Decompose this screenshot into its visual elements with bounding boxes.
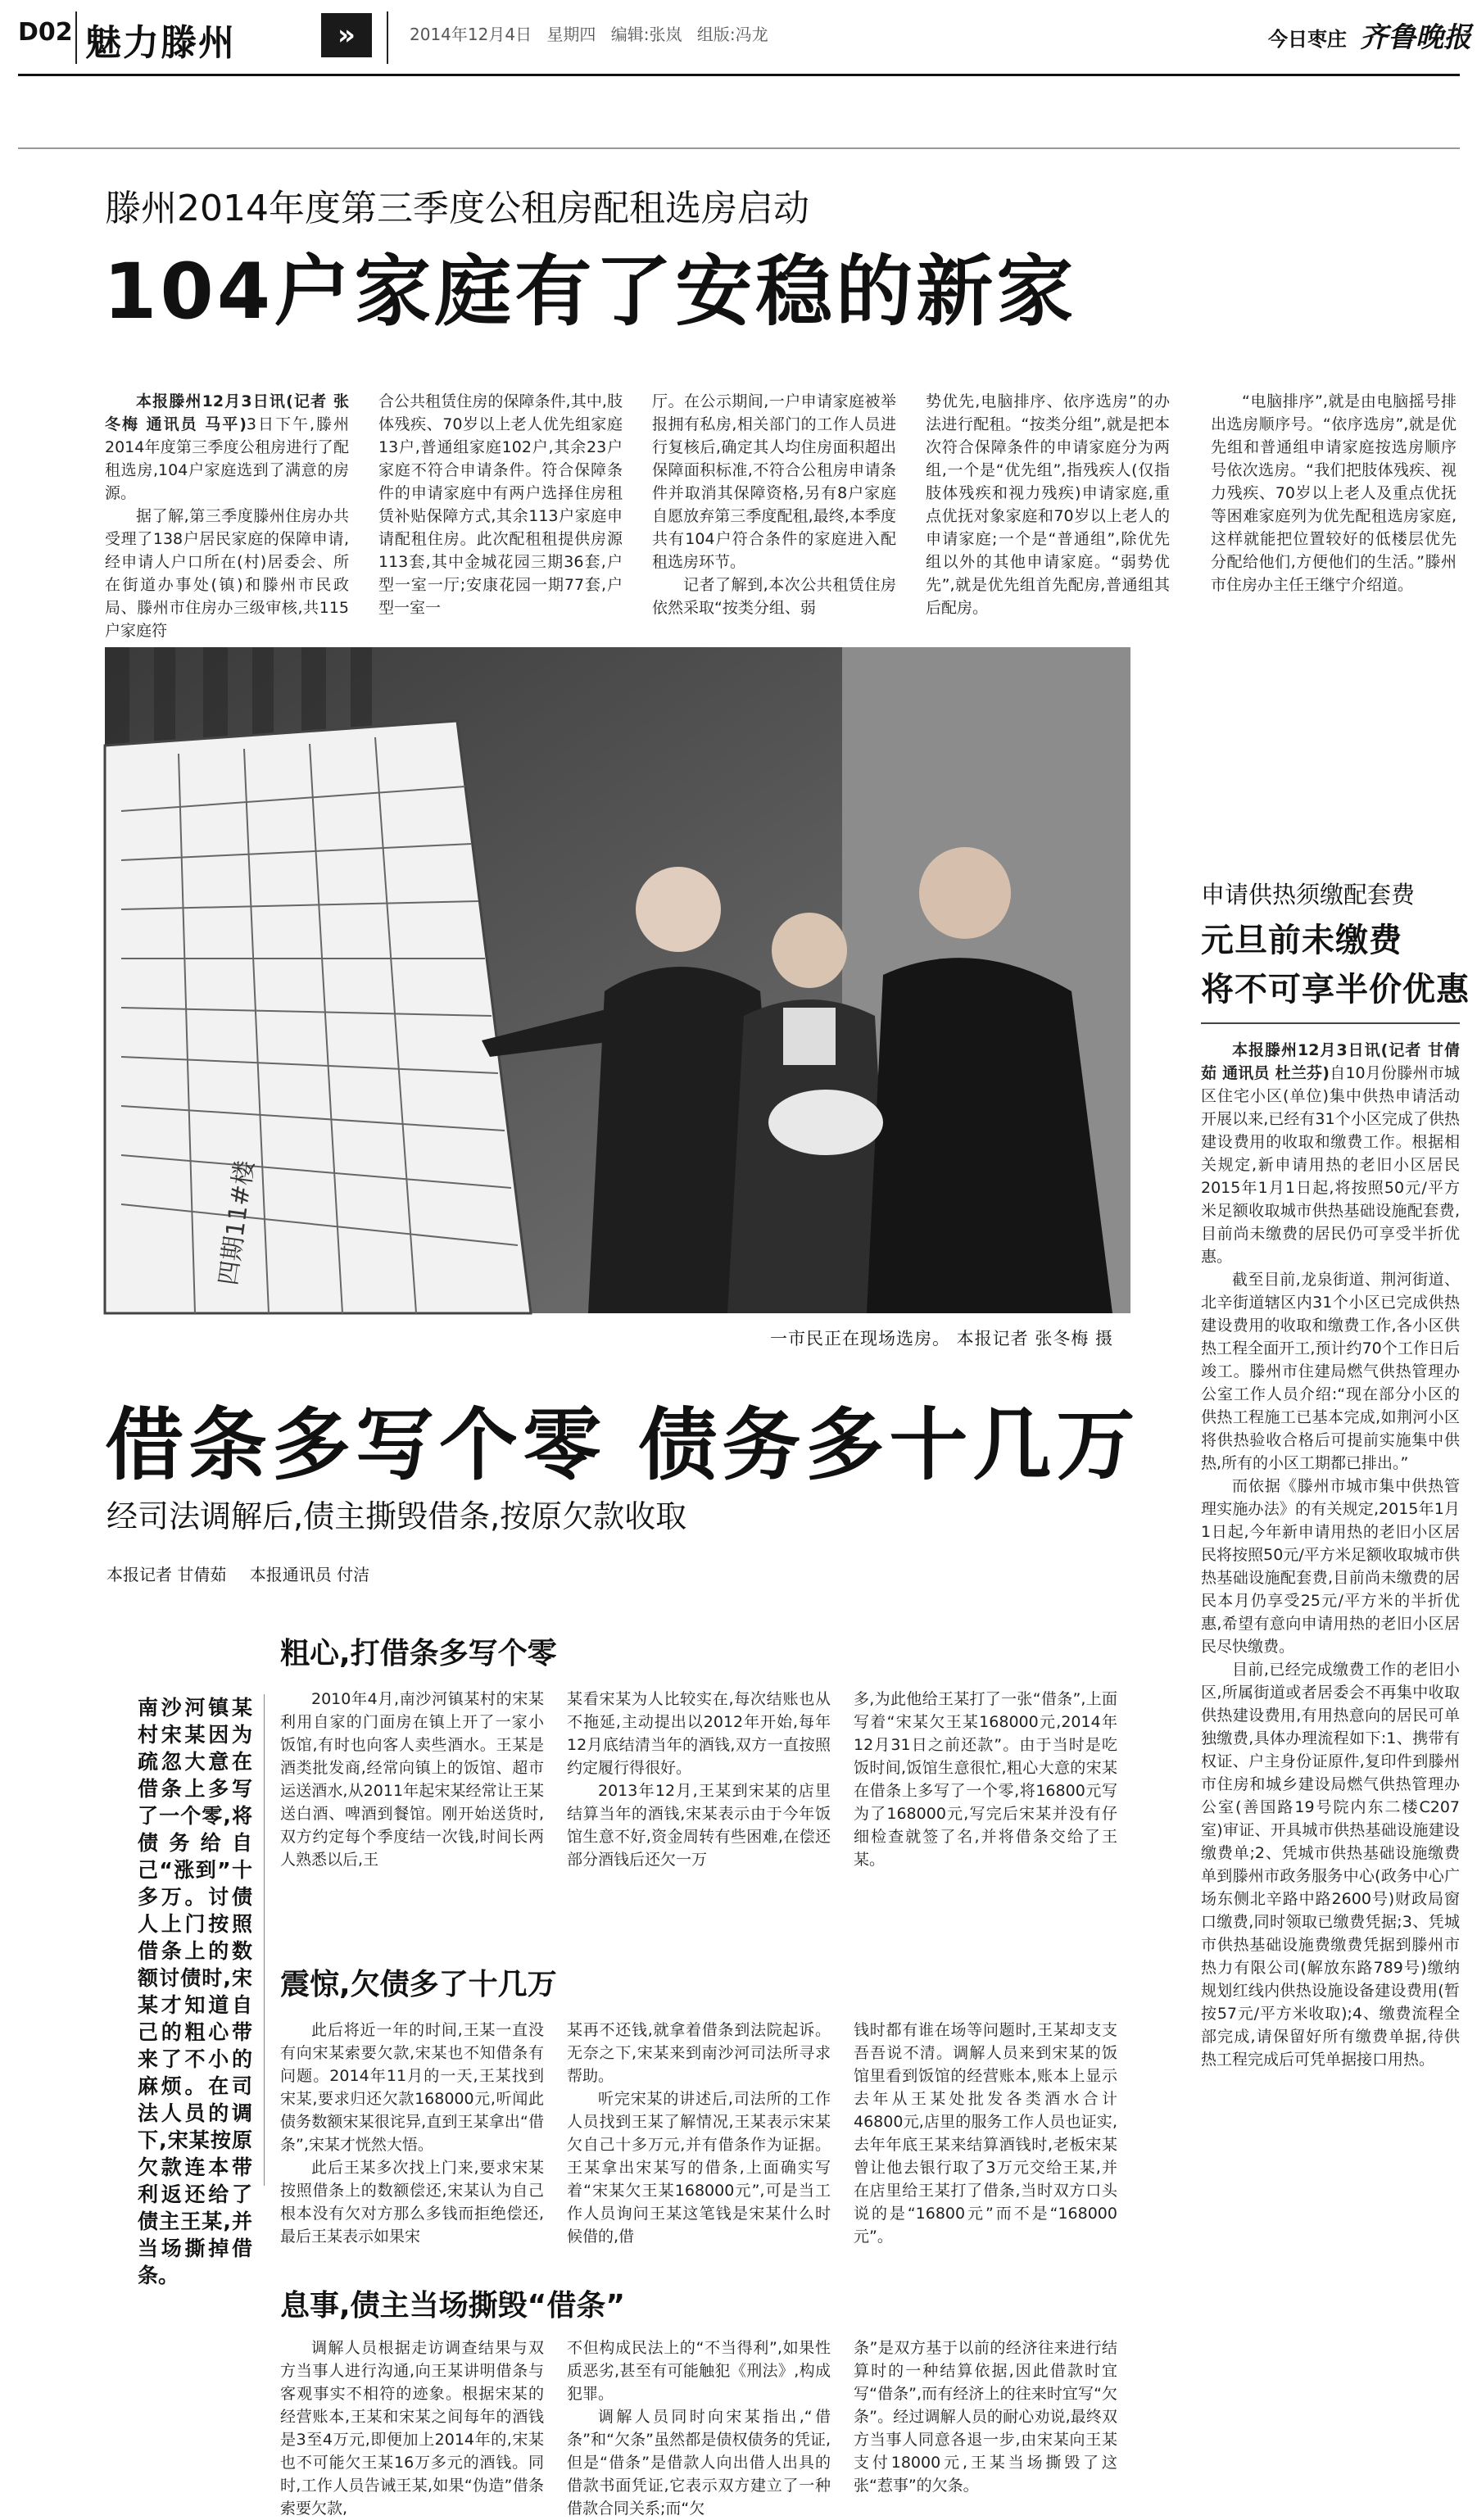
story2-s1-column-2 [567,1688,831,1940]
section-arrow-icon: » [321,13,372,57]
masthead-divider [75,11,77,64]
story2-s3c2b: 调解人员同时向宋某指出,“借条”和“欠条”虽然都是债权债务的凭证,但是“借条”是借款人向出借人出具的借款书面凭证,它表示双方建立了一种借款合同关系;而“欠 [567,2408,831,2518]
story2-s3c3: 条”是双方基于以前的经济往来进行结算时的一种结算依据,因此借款时宜写“借条”,而有经济上的往来时宜写“欠条”。经过调解人员的耐心劝说,最终双方当事人同意各退一步,由宋某向王某支付18000元,王某当场撕毁了这张“惹事”的欠条。 [854,2339,1117,2495]
brand-supplement: 今日枣庄 [1268,28,1347,51]
page-number: D02 [18,18,73,47]
sidebar-p1: 自10月份滕州市城区住宅小区(单位)集中供热申请活动开展以来,已经有31个小区完成了供热建设费用的收取和缴费工作。根据相关规定,新申请用热的老旧小区居民2015年1月1日起,将按照50元/平方米足额收取城市供热基础设施配套费,目前尚未缴费的居民仍可享受半折优惠。 [1201,1064,1460,1266]
issue-date: 2014年12月4日 [410,25,532,44]
story2-s2-column-2 [567,2019,831,2264]
story1-column-1 [105,390,349,640]
masthead-rule [18,74,1460,76]
story2-s2c3: 钱时都有谁在场等问题时,王某却支支吾吾说不清。调解人员来到宋某的饭馆里看到饭馆的经营账本,账本上显示去年从王某处批发各类酒水合计46800元,店里的服务工作人员也证实,去年年底王某来结算酒钱时,老板宋某曾让他去银行取了3万元交给王某,并在店里给王某打了借条,当时双方口头说的是“16800元”而不是“168000元”。 [854,2021,1117,2246]
story2-deck: 经司法调解后,债主撕毁借条,按原欠款收取 [106,1498,687,1534]
photo-caption: 一市民正在现场选房。 本报记者 张冬梅 摄 [770,1329,1114,1348]
sidebar-headline-1: 元旦前未缴费 [1201,922,1402,959]
story2-s1-column-1 [280,1688,544,1940]
story1-col1-p2: 据了解,第三季度滕州住房办共受理了138户居民家庭的保障申请,经申请人户口所在(村)居委会、所在街道办事处(镇)和滕州市民政局、滕州市住房办三级审核,共115户家庭符 [105,507,349,640]
sidebar-dateline: 本报滕州12月3日讯(记者 甘倩茹 通讯员 杜兰芬) [1201,1041,1460,1082]
story2-s3c1: 调解人员根据走访调查结果与双方当事人进行沟通,向王某讲明借条与客观事实不相符的迹象。根据宋某的经营账本,王某和宋某之间每年的酒钱是3至4万元,即便加上2014年的,宋某也不可能欠王某16万多元的酒钱。同时,工作人员告诫王某,如果“伪造”借条索要欠款, [280,2339,544,2518]
story2-s1-column-3 [854,1688,1117,1940]
story2-s1c2b: 2013年12月,王某到宋某的店里结算当年的酒钱,宋某表示由于今年饭馆生意不好,资金周转有些困难,在偿还部分酒钱后还欠一万 [567,1782,831,1869]
story1-col5-text: “电脑排序”,就是由电脑摇号排出选房顺序号。“依序选房”,就是优先组和普通组申请家庭按选房顺序号依次选房。“我们把肢体残疾、视力残疾、70岁以上老人及重点优抚等困难家庭列为优先配租选房家庭,这样就能把位置较好的低楼层优先分配给他们,方便他们的生活。”滕州市住房办主任王继宁介绍道。 [1211,392,1457,594]
story2-byline-reporter: 本报记者 甘倩茹 [106,1565,227,1584]
story1-col3-p2: 记者了解到,本次公共租赁住房依然采取“按类分组、弱 [652,576,896,617]
page-masthead [0,0,1477,78]
story2-s2c2: 某再不还钱,就拿着借条到法院起诉。无奈之下,宋某来到南沙河司法所寻求帮助。 [567,2021,831,2085]
story2-lead: 南沙河镇某村宋某因为疏忽大意在借条上多写了一个零,将债务给自己“涨到”十多万。讨债人上门按照借条上的数额讨债时,宋某才知道自己的粗心带来了不小的麻烦。在司法人员的调下,宋某按原欠款连本带利返还给了债主王某,并当场撕掉借条。 [138,1696,252,2287]
story1-column-3 [652,390,896,636]
story1-kicker: 滕州2014年度第三季度公租房配租选房启动 [105,188,809,229]
story-top-rule [18,147,1460,149]
story1-photo [105,647,1130,1313]
story2-subhead-3: 息事,债主当场撕毁“借条” [280,2289,625,2323]
story2-headline: 借条多写个零 债务多十几万 [105,1399,1140,1491]
sidebar-p3: 而依据《滕州市城市集中供热管理实施办法》的有关规定,2015年1月1日起,今年新申请用热的老旧小区居民将按照50元/平方米足额收取城市供热基础设施配套费,目前尚未缴费的居民本月仍享受25元/平方米的半折优惠,希望有意向申请用热的老旧小区居民尽快缴费。 [1201,1477,1460,1656]
lead-divider [264,1694,265,2186]
sidebar-rule [1201,1022,1460,1024]
story1-column-4 [926,390,1170,636]
board-label: 四期11#楼 [214,1158,261,1288]
issue-info [410,21,778,45]
story1-col2-text: 合公共租赁住房的保障条件,其中,肢体残疾、70岁以上老人优先组家庭13户,普通组家庭102户,其余23户家庭不符合申请条件。符合保障条件的申请家庭中有两户选择住房租赁补贴保障方式,其余113户家庭申请配租住房。此次配租租提供房源113套,其中金城花园三期36套,户型一室一厅;安康花园一期77套,户型一室一 [378,392,623,617]
story2-byline [106,1561,387,1585]
issue-weekday: 星期四 [546,25,596,44]
issue-editor: 编辑:张岚 [610,25,682,44]
story2-s2-column-1 [280,2019,544,2264]
brand-logo: 齐鲁晚报 [1360,21,1471,54]
story1-headline: 104户家庭有了安稳的新家 [103,247,1077,337]
story1-column-5 [1211,390,1457,636]
story2-s2c2b: 听完宋某的讲述后,司法所的工作人员找到王某了解情况,王某表示宋某欠自己十多万元,并有借条作为证据。王某拿出宋某写的借条,上面确实写着“宋某欠王某168000元”,可是当工作人员询问王某这笔钱是宋某什么时候借的,借 [567,2090,831,2246]
story1-col1-p1: 3日下午,滕州2014年度第三季度公租房进行了配租选房,104户家庭选到了满意的房源。 [105,415,349,502]
story1-dateline: 本报滕州12月3日讯(记者 张冬梅 通讯员 马平) [105,392,349,433]
story2-byline-correspondent: 本报通讯员 付洁 [249,1565,370,1584]
story1-col4-text: 势优先,电脑排序、依序选房”的办法进行配租。“按类分组”,就是把本次符合保障条件的申请家庭分为两组,一个是“优先组”,指残疾人(仅指肢体残疾和视力残疾)申请家庭,重点优抚对象家庭和70岁以上老人的申请家庭;一个是“普通组”,除优先组以外的其他申请家庭。“弱势优先”,就是优先组首先配房,普通组其后配房。 [926,392,1170,617]
story2-s2c1: 此后将近一年的时间,王某一直没有向宋某索要欠款,宋某也不知借条有问题。2014年11月的一天,王某找到宋某,要求归还欠款168000元,听闻此债务数额宋某很诧异,直到王某拿出“借条”,宋某才恍然大悟。 [280,2021,544,2154]
story1-col3-p1: 厅。在公示期间,一户申请家庭被举报拥有私房,相关部门的工作人员进行复核后,确定其人均住房面积超出保障面积标准,不符合公租房申请条件并取消其保障资格,另有8户家庭自愿放弃第三季度配租,最终,本季度共有104户符合条件的家庭进入配租选房环节。 [652,392,896,571]
sidebar-p4: 目前,已经完成缴费工作的老旧小区,所属街道或者居委会不再集中收取供热建设费用,有用热意向的居民可单独缴费,具体办理流程如下:1、携带有权证、户主身份证原件,复印件到滕州市住房和城乡建设局燃气供热管理办公室(善国路19号院内东二楼C207室)审证、开具城市供热基础设施建设缴费单;2、凭城市供热基础设施缴费单到滕州市政务服务中心(政务中心广场东侧北辛路中路2600号)财政局窗口缴费,同时领取已缴费凭据;3、凭城市供热基础设施费缴费凭据到滕州市热力有限公司(解放东路789号)缴纳规划红线内供热设施设备建设费用(暂按57元/平方米收取);4、缴费流程全部完成,请保留好所有缴费单据,待供热工程完成后可凭单据接口用热。 [1201,1661,1460,2069]
photo-illustration [105,647,1130,1313]
sidebar-kicker: 申请供热须缴配套费 [1201,881,1416,909]
story2-s2c1b: 此后王某多次找上门来,要求宋某按照借条上的数额偿还,宋某认为自己根本没有欠对方那么多钱而拒绝偿还,最后王某表示如果宋 [280,2159,544,2246]
sidebar-headline-2: 将不可享半价优惠 [1201,971,1470,1008]
masthead-divider [387,11,388,64]
sidebar-body [1201,1039,1460,2128]
issue-layout: 组版:冯龙 [696,25,768,44]
story2-s2-column-3 [854,2019,1117,2264]
sidebar-p2: 截至目前,龙泉街道、荆河街道、北辛街道辖区内31个小区已完成供热建设费用的收取和缴费工作,各小区供热工程全面开工,预计约70个工作日后竣工。滕州市住建局燃气供热管理办公室工作人员介绍:“现在部分小区的供热工程施工已基本完成,如荆河小区将供热验收合格后可提前实施集中供热,所有的小区工期都已排出。” [1201,1271,1460,1472]
story2-subhead-2: 震惊,欠债多了十几万 [280,1968,557,2001]
story2-s3c2: 不但构成民法上的“不当得利”,如果性质恶劣,甚至有可能触犯《刑法》,构成犯罪。 [567,2339,831,2403]
story2-subhead-1: 粗心,打借条多写个零 [280,1637,557,1670]
story1-column-2 [378,390,623,636]
section-name: 魅力滕州 [85,22,236,64]
story2-s1c1: 2010年4月,南沙河镇某村的宋某利用自家的门面房在镇上开了一家小饭馆,有时也向客人卖些酒水。王某是酒类批发商,经常向镇上的饭馆、超市运送酒水,从2011年起宋某经常让王某送白酒、啤酒到餐馆。刚开始送货时,双方约定每个季度结一次钱,时间长两人熟悉以后,王 [280,1690,544,1869]
story2-s1c3: 多,为此他给王某打了一张“借条”,上面写着“宋某欠王某168000元,2014年12月31日之前还款”。由于当时是吃饭时间,饭馆生意很忙,粗心大意的宋某在借条上多写了一个零,将16800元写为了168000元,写完后宋某并没有仔细检查就签了名,并将借条交给了王某。 [854,1690,1117,1869]
story2-s3-column-3 [854,2336,1117,2495]
story2-s3-column-1 [280,2336,544,2518]
story2-s3-column-2 [567,2336,831,2518]
story2-s1c2: 某看宋某为人比较实在,每次结账也从不拖延,主动提出以2012年开始,每年12月底结清当年的酒钱,双方一直按照约定履行得很好。 [567,1690,831,1777]
